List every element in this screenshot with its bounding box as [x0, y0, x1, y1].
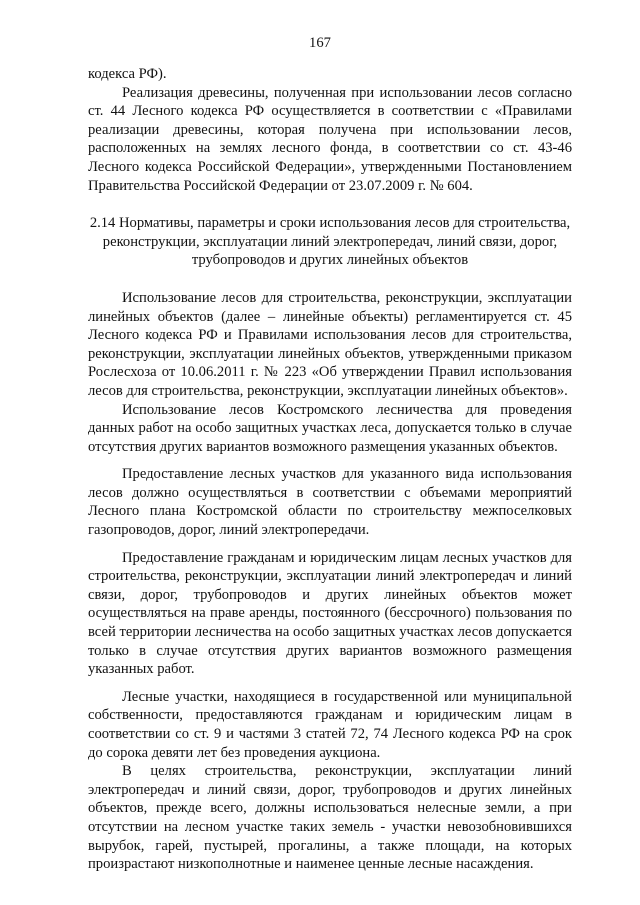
paragraph-timber-sale: Реализация древесины, полученная при использовании лесов согласно ст. 44 Лесного кодекса РФ осуществляется в соответствии с «Правилами реализации древесины, которая получена при использовании лесов, расположенных на землях лесного фонда, в соответствии со ст. 43-46 Лесного кодекса Российской Федерации», утвержденными Постановлением Правительства Российской Федерации от 23.07.2009 г. № 604.	[88, 84, 572, 194]
paragraph-kostroma-forestry: Использование лесов Костромского лесничества для проведения данных работ на особо защитных участках леса, допускается только в случае отсутствия других вариантов возможного размещения указанных объектов.	[88, 401, 572, 455]
page-number: 167	[309, 35, 331, 51]
paragraph-forest-plots-provision: Предоставление лесных участков для указанного вида использования лесов должно осуществляться в соответствии с объемами мероприятий Лесного плана Костромской области по строительству межпоселковых газопроводов, дорог, линий электропередачи.	[88, 466, 572, 539]
paragraph-citizens-provision: Предоставление гражданам и юридическим лицам лесных участков для строительства, реконструкции, эксплуатации линий электропередач и линий связи, дорог, трубопроводов и других линейных объектов может осуществляться на праве аренды, постоянного (бессрочного) пользования по всей территории лесничества на особо защитных участках лесов допускается только в случае отсутствия других вариантов возможного размещения указанных работ.	[88, 549, 572, 678]
page-content	[88, 65, 572, 874]
paragraph-continuation: кодекса РФ).	[88, 66, 167, 82]
paragraph-non-forest-lands: В целях строительства, реконструкции, эксплуатации линий электропередач и линий связи, дорог, трубопроводов и других линейных объектов, прежде всего, должны использоваться нелесные земли, а при отсутствии на лесном участке таких земель - участки невозобновившихся вырубок, гарей, пустырей, прогалины, а также площади, на которых произрастают низкополнотные и наименее ценные лесные насаждения.	[88, 763, 572, 873]
paragraph-state-ownership: Лесные участки, находящиеся в государственной или муниципальной собственности, предоставляются гражданам и юридическим лицам в соответствии со ст. 9 и частями 3 статей 72, 74 Лесного кодекса РФ на срок до сорока девяти лет без проведения аукциона.	[88, 688, 572, 761]
paragraph-linear-objects: Использование лесов для строительства, реконструкции, эксплуатации линейных объектов (далее – линейные объекты) регламентируется ст. 45 Лесного кодекса РФ и Правилами использования лесов для строительства, реконструкции, эксплуатации линейных объектов, утвержденными приказом Рослесхоза от 10.06.2011 г. № 223 «Об утверждении Правил использования лесов для строительства, реконструкции, эксплуатации линейных объектов».	[88, 289, 572, 399]
section-heading: 2.14 Нормативы, параметры и сроки использования лесов для строительства, реконструкции, эксплуатации линий электропередач, линий связи, дорог, трубопроводов и других линейных объектов	[89, 215, 571, 269]
